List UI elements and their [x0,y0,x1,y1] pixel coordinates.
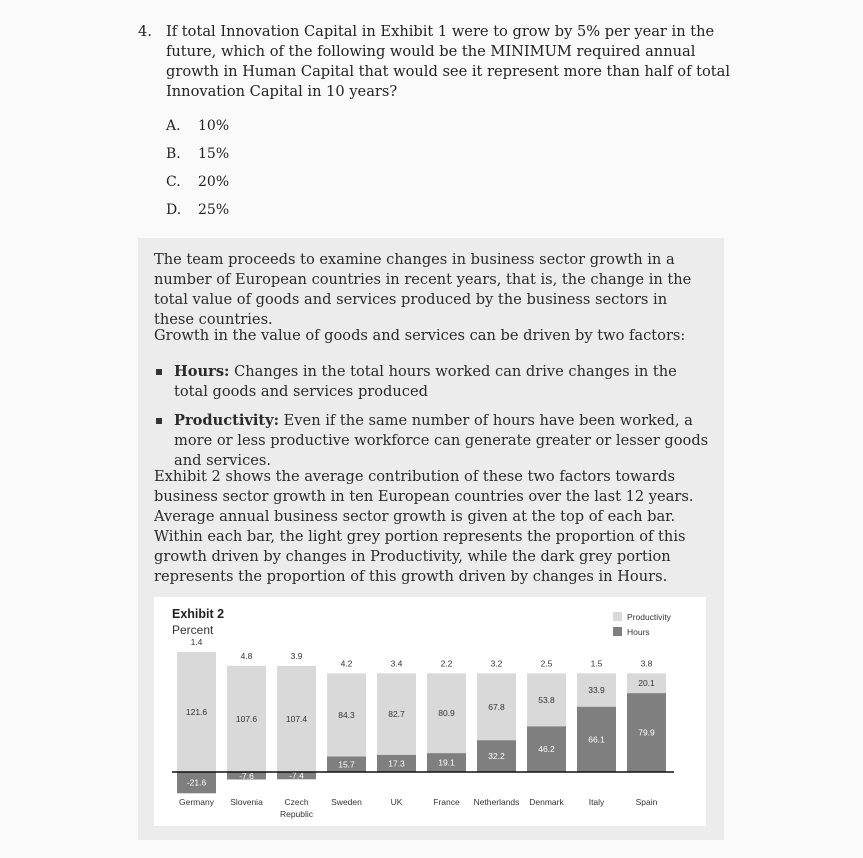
category-label: UK [390,797,403,807]
question-block [138,22,738,224]
productivity-value-label: 20.1 [638,678,655,689]
category-label: Republic [279,809,314,819]
chart-subtitle: Percent [172,623,214,637]
growth-total-label: 2.5 [540,658,553,669]
option-letter: A. [166,118,181,134]
productivity-value-label: 67.8 [488,701,505,712]
growth-total-label: 1.5 [590,658,603,669]
option-text: 15% [198,146,230,162]
bullet-term: Productivity: [174,412,280,429]
growth-total-label: 3.8 [640,658,653,669]
category-label: Slovenia [230,797,263,807]
category-label: Czech [284,797,309,807]
option-c[interactable] [166,168,738,196]
option-letter: C. [166,174,181,190]
category-label: Denmark [529,797,564,807]
productivity-value-label: 84.3 [338,709,355,720]
legend-swatch [613,627,622,636]
hours-value-label: 79.9 [638,727,655,738]
category-label: Netherlands [473,797,520,807]
category-label: Spain [635,797,658,807]
growth-total-label: 1.4 [190,637,203,647]
hours-value-label: 66.1 [588,734,605,745]
growth-total-label: 4.2 [340,658,353,669]
hours-value-label: -21.6 [186,777,207,788]
legend-label: Productivity [627,612,671,622]
option-letter: B. [166,146,181,162]
paragraph-text: Exhibit 2 shows the average contribution of these two factors towards business sector growth in ten European countries over the last 12 years. Average annual business sector growth is given at the top of each bar. Within each bar, the light grey portion represents the proportion of this growth driven by changes in Productivity, while the dark grey portion represents the proportion of this growth driven by changes in Hours. [154,468,694,585]
answer-options [166,112,738,224]
chart-svg [154,597,706,826]
legend-label: Hours [627,627,650,637]
growth-total-label: 3.9 [290,651,303,662]
question-number: 4. [138,23,152,40]
passage-paragraph-1 [154,250,710,330]
bullet-square-icon [156,418,162,424]
category-label: France [433,797,460,807]
option-text: 20% [198,174,230,190]
hours-value-label: 19.1 [438,757,455,768]
category-label: Italy [588,797,605,807]
category-label: Sweden [331,797,362,807]
option-text: 25% [198,202,230,218]
hours-value-label: 32.2 [488,751,505,762]
passage-paragraph-3 [154,467,710,587]
chart-title: Exhibit 2 [172,607,225,621]
productivity-value-label: 107.4 [285,714,308,725]
passage-paragraph-2 [154,326,710,346]
growth-total-label: 3.4 [390,658,403,669]
growth-total-label: 3.2 [490,658,503,669]
productivity-value-label: 33.9 [588,685,605,696]
growth-total-label: 2.2 [440,658,453,669]
legend-swatch [613,612,622,621]
hours-value-label: 17.3 [388,758,405,769]
hours-value-label: -7.4 [289,770,304,781]
option-d[interactable] [166,196,738,224]
category-label: Germany [179,797,214,807]
bullet-term: Hours: [174,363,230,380]
question-text: If total Innovation Capital in Exhibit 1 were to grow by 5% per year in the future, which of the following would be the MINIMUM required annual growth in Human Capital that would see it represent more than half of total Innovation Capital in 10 years? [166,23,731,100]
productivity-value-label: 82.7 [388,709,405,720]
option-b[interactable] [166,140,738,168]
exhibit-2-chart [154,597,706,826]
bullet-hours [154,362,714,402]
bullet-square-icon [156,369,162,375]
option-a[interactable] [166,112,738,140]
growth-total-label: 4.8 [240,650,253,661]
hours-value-label: -7.6 [239,770,254,781]
productivity-value-label: 80.9 [438,708,455,719]
option-letter: D. [166,202,182,218]
bullet-productivity [154,411,714,471]
productivity-value-label: 121.6 [185,707,208,717]
bullet-text: Even if the same number of hours have been worked, a more or less productive workforce can generate greater or lesser goods and services. [174,412,709,469]
hours-value-label: 15.7 [338,759,355,770]
paragraph-text: Growth in the value of goods and services can be driven by two factors: [154,327,686,344]
bullet-text: Changes in the total hours worked can drive changes in the total goods and services produced [174,363,677,400]
hours-value-label: 46.2 [538,744,555,755]
productivity-value-label: 53.8 [538,694,555,705]
productivity-value-label: 107.6 [235,713,258,724]
option-text: 10% [198,118,230,134]
paragraph-text: The team proceeds to examine changes in business sector growth in a number of European countries in recent years, that is, the change in the total value of goods and services produced by the business sectors in these countries. [154,251,692,328]
